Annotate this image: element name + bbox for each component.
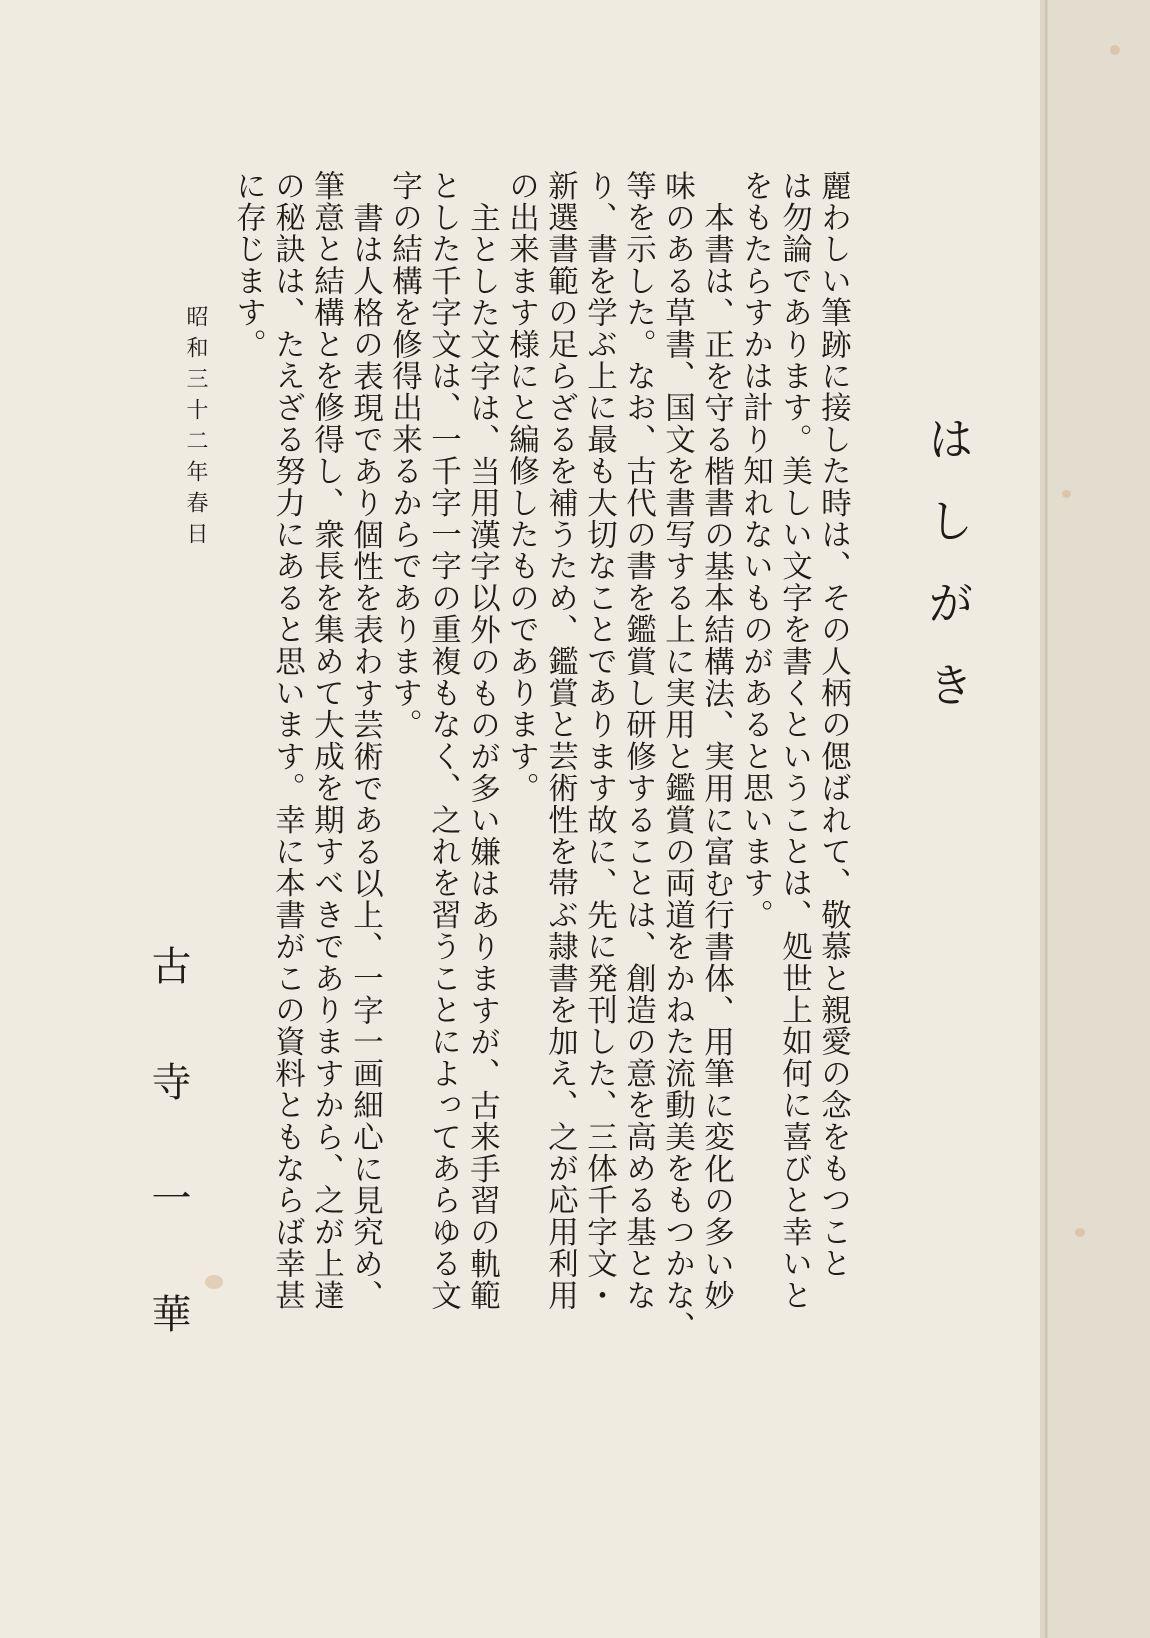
book-spine <box>1045 0 1150 1638</box>
page-title: はしがき <box>921 415 975 743</box>
paragraph-line: 主とした文字は、当用漢字以外のものが多い嫌はありますが、古来手習の軌範 <box>464 202 500 1312</box>
paragraph-line: 本書は、正を守る楷書の基本結構法、実用に富む行書体、用筆に変化の多い妙 <box>698 202 734 1312</box>
paragraph-line: とした千字文は、一千字一字の重複もなく、之れを習うことによってあらゆる文 <box>425 170 461 1312</box>
paper-stain <box>1110 45 1120 55</box>
paragraph-line: の秘訣は、たえざる努力にあると思います。幸に本書がこの資料ともならば幸甚 <box>269 170 305 1312</box>
paragraph-line: 字の結構を修得出来るからであります。 <box>386 170 422 741</box>
paper-stain <box>1075 1228 1085 1237</box>
spine-shadow <box>1040 0 1048 1638</box>
paragraph-line: 味のある草書、国文を書写する上に実用と鑑賞の両道をかねた流動美をもつかな、 <box>659 170 695 1343</box>
paragraph-line: に存じます。 <box>230 170 266 361</box>
paragraph-line: 麗わしい筆跡に接した時は、その人柄の偲ばれて、敬慕と親愛の念をもつこと <box>815 170 851 1280</box>
paragraph-line: 新選書範の足らざるを補うため、鑑賞と芸術性を帯ぶ隷書を加え、之が応用利用 <box>542 170 578 1312</box>
paragraph-line: 等を示した。なお、古代の書を鑑賞し研修することは、創造の意を高める基とな <box>620 170 656 1312</box>
paragraph-line: をもたらすかは計り知れないものがあると思います。 <box>737 170 773 931</box>
paragraph-line: は勿論であります。美しい文字を書くということは、処世上如何に喜びと幸いと <box>776 170 812 1312</box>
paragraph-line: り、書を学ぶ上に最も大切なことであります故に、先に発刊した、三体千字文・ <box>581 170 617 1312</box>
paragraph-line: の出来ます様にと編修したものであります。 <box>503 170 539 804</box>
paper-stain <box>1062 490 1071 498</box>
author-name: 古寺一華 <box>145 945 191 1409</box>
paragraph-line: 書は人格の表現であり個性を表わす芸術である以上、一字一画細心に見究め、 <box>347 202 383 1312</box>
paragraph-line: 筆意と結構とを修得し、衆長を集めて大成を期すべきでありますから、之が上達 <box>308 170 344 1312</box>
date-line: 昭和三十二年春日 <box>183 305 208 553</box>
paper-stain <box>205 1275 223 1289</box>
